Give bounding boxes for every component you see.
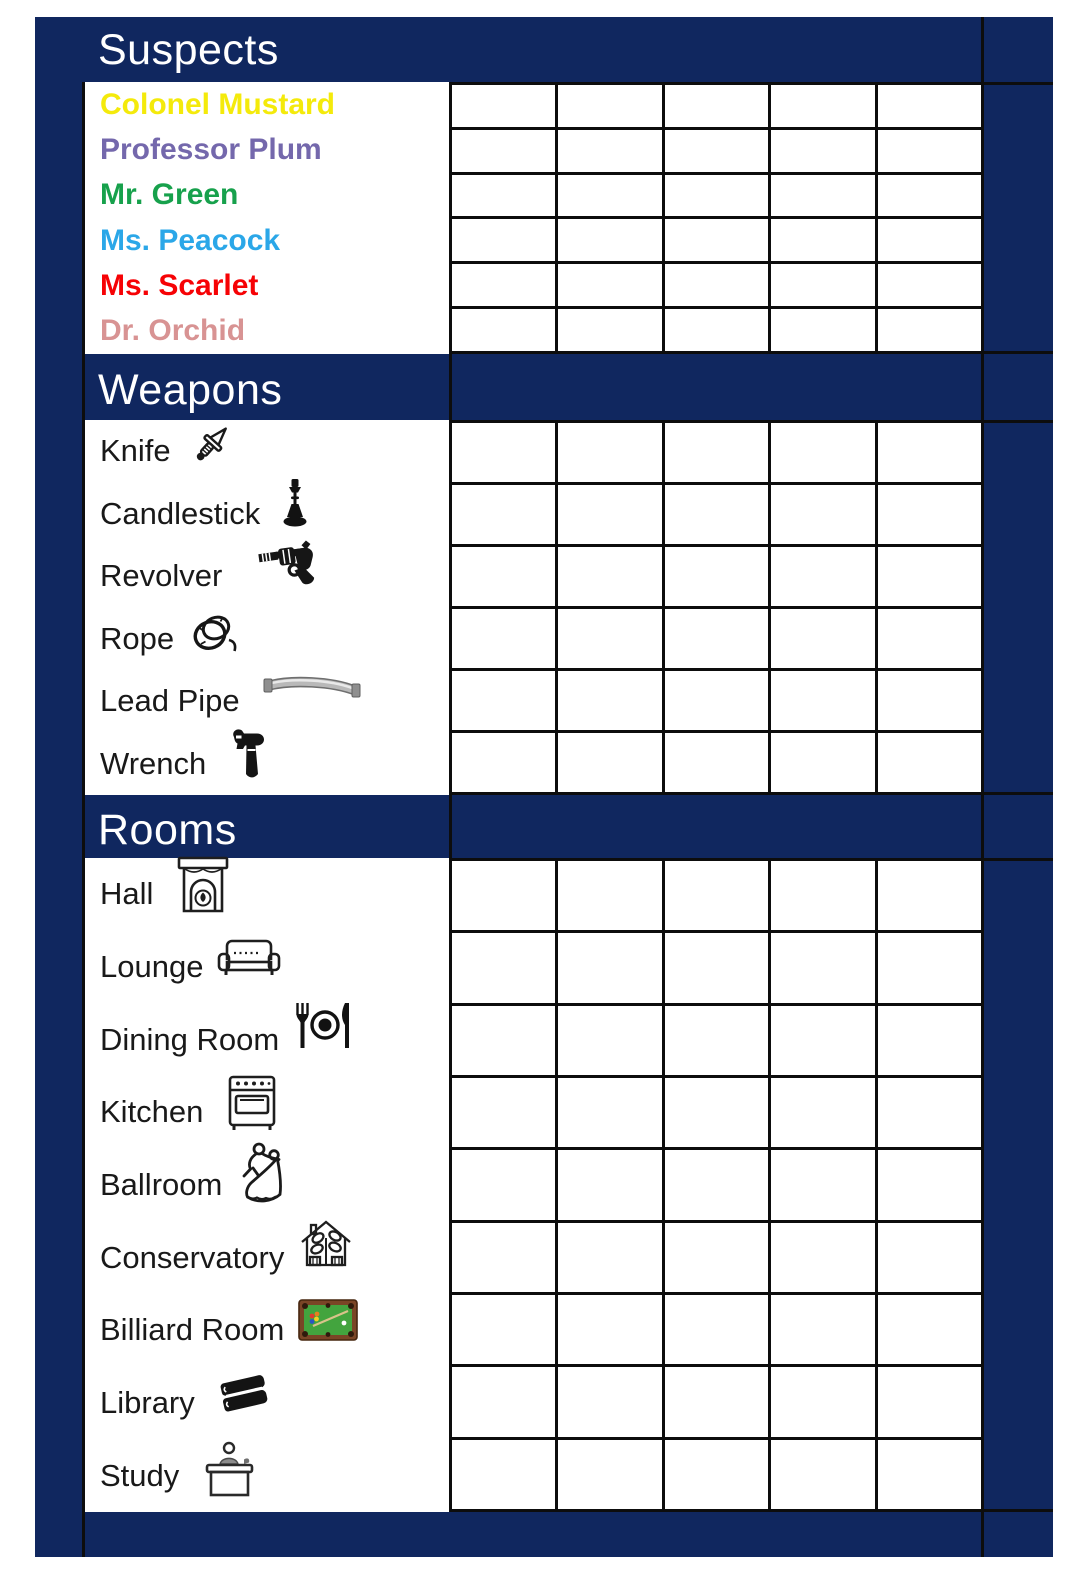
grid-cell-weapons-r1-c3[interactable] — [665, 423, 768, 482]
grid-cell-weapons-r1-c2[interactable] — [558, 423, 661, 482]
grid-cell-suspects-r5-c5[interactable] — [878, 264, 981, 306]
grid-cell-suspects-r2-c1[interactable] — [452, 130, 555, 172]
suspects-labels — [85, 82, 449, 354]
weapons-grid — [449, 420, 984, 795]
grid-cell-rooms-r5-c2[interactable] — [558, 1150, 661, 1219]
weapons-block — [85, 420, 984, 795]
grid-cell-suspects-r1-c2[interactable] — [558, 85, 661, 127]
grid-cell-weapons-r6-c2[interactable] — [558, 733, 661, 792]
grid-cell-weapons-r2-c4[interactable] — [771, 485, 874, 544]
grid-cell-weapons-r4-c1[interactable] — [452, 609, 555, 668]
books-icon — [217, 1367, 271, 1419]
grid-cell-suspects-r2-c2[interactable] — [558, 130, 661, 172]
suspect-row-professor-plum — [85, 127, 449, 172]
grid-cell-rooms-r5-c4[interactable] — [771, 1150, 874, 1219]
grid-cell-rooms-r9-c4[interactable] — [771, 1440, 874, 1509]
grid-cell-weapons-r3-c2[interactable] — [558, 547, 661, 606]
room-label: Conservatory — [100, 1239, 285, 1275]
rooms-section-title: Rooms — [98, 806, 237, 854]
grid-cell-rooms-r3-c3[interactable] — [665, 1006, 768, 1075]
grid-cell-rooms-r3-c4[interactable] — [771, 1006, 874, 1075]
weapon-label: Knife — [100, 433, 171, 469]
room-label: Kitchen — [100, 1094, 204, 1130]
grid-cell-weapons-r4-c2[interactable] — [558, 609, 661, 668]
rule-weapons-bottom — [984, 792, 1053, 795]
grid-cell-weapons-r6-c3[interactable] — [665, 733, 768, 792]
grid-cell-rooms-r2-c1[interactable] — [452, 933, 555, 1002]
grid-cell-rooms-r2-c3[interactable] — [665, 933, 768, 1002]
grid-cell-rooms-r1-c5[interactable] — [878, 861, 981, 930]
grid-cell-suspects-r3-c4[interactable] — [771, 175, 874, 217]
grid-cell-rooms-r6-c5[interactable] — [878, 1223, 981, 1292]
cutlery-icon — [293, 1001, 353, 1051]
pipe-wrench-icon — [228, 728, 264, 780]
grid-cell-weapons-r2-c2[interactable] — [558, 485, 661, 544]
grid-cell-suspects-r2-c4[interactable] — [771, 130, 874, 172]
grid-cell-weapons-r2-c5[interactable] — [878, 485, 981, 544]
weapon-label: Rope — [100, 620, 175, 656]
grid-cell-rooms-r4-c2[interactable] — [558, 1078, 661, 1147]
weapon-row-candlestick — [85, 483, 449, 546]
grid-cell-weapons-r5-c3[interactable] — [665, 671, 768, 730]
weapon-label: Candlestick — [100, 495, 261, 531]
grid-cell-weapons-r5-c2[interactable] — [558, 671, 661, 730]
grid-cell-rooms-r3-c2[interactable] — [558, 1006, 661, 1075]
weapon-row-lead-pipe — [85, 670, 449, 733]
grid-cell-rooms-r3-c5[interactable] — [878, 1006, 981, 1075]
suspect-row-colonel-mustard — [85, 82, 449, 127]
grid-cell-rooms-r6-c3[interactable] — [665, 1223, 768, 1292]
grid-cell-suspects-r3-c2[interactable] — [558, 175, 661, 217]
weapon-row-revolver — [85, 545, 449, 608]
grid-cell-suspects-r3-c1[interactable] — [452, 175, 555, 217]
weapon-row-rope — [85, 608, 449, 671]
weapon-label: Wrench — [100, 745, 207, 781]
grid-cell-rooms-r9-c1[interactable] — [452, 1440, 555, 1509]
grid-cell-weapons-r1-c4[interactable] — [771, 423, 874, 482]
greenhouse-icon — [298, 1218, 354, 1270]
suspects-block — [85, 82, 984, 354]
grid-cell-rooms-r3-c1[interactable] — [452, 1006, 555, 1075]
room-label: Library — [100, 1385, 195, 1421]
grid-cell-weapons-r5-c5[interactable] — [878, 671, 981, 730]
grid-cell-rooms-r5-c3[interactable] — [665, 1150, 768, 1219]
grid-cell-rooms-r7-c2[interactable] — [558, 1295, 661, 1364]
rooms-block — [85, 858, 984, 1512]
room-label: Hall — [100, 876, 154, 912]
grid-cell-suspects-r6-c2[interactable] — [558, 309, 661, 351]
grid-cell-rooms-r8-c4[interactable] — [771, 1367, 874, 1436]
suspect-name: Colonel Mustard — [100, 87, 336, 121]
rule-suspects-top — [984, 82, 1053, 85]
grid-cell-rooms-r5-c1[interactable] — [452, 1150, 555, 1219]
weapon-label: Lead Pipe — [100, 683, 240, 719]
suspects-grid — [449, 82, 984, 354]
room-row-conservatory — [85, 1221, 449, 1294]
billiard-table-icon — [298, 1299, 358, 1341]
rule-weapons-top — [984, 420, 1053, 423]
grid-cell-weapons-r1-c5[interactable] — [878, 423, 981, 482]
candlestick-icon — [282, 478, 308, 530]
grid-cell-weapons-r6-c4[interactable] — [771, 733, 874, 792]
grid-cell-rooms-r4-c5[interactable] — [878, 1078, 981, 1147]
grid-cell-weapons-r3-c3[interactable] — [665, 547, 768, 606]
grid-cell-rooms-r7-c1[interactable] — [452, 1295, 555, 1364]
suspect-row-mr-green — [85, 173, 449, 218]
grid-cell-weapons-r5-c1[interactable] — [452, 671, 555, 730]
grid-cell-suspects-r1-c4[interactable] — [771, 85, 874, 127]
grid-cell-suspects-r5-c2[interactable] — [558, 264, 661, 306]
grid-cell-suspects-r2-c5[interactable] — [878, 130, 981, 172]
room-label: Ballroom — [100, 1167, 223, 1203]
weapons-labels — [85, 420, 449, 795]
grid-cell-rooms-r2-c5[interactable] — [878, 933, 981, 1002]
desk-icon — [201, 1440, 257, 1500]
grid-cell-suspects-r4-c1[interactable] — [452, 219, 555, 261]
grid-cell-suspects-r1-c1[interactable] — [452, 85, 555, 127]
room-row-dining-room — [85, 1003, 449, 1076]
grid-cell-rooms-r9-c3[interactable] — [665, 1440, 768, 1509]
fireplace-icon — [175, 854, 231, 914]
grid-cell-rooms-r6-c1[interactable] — [452, 1223, 555, 1292]
grid-cell-rooms-r4-c3[interactable] — [665, 1078, 768, 1147]
room-row-kitchen — [85, 1076, 449, 1149]
dagger-icon — [185, 421, 237, 469]
grid-cell-rooms-r8-c5[interactable] — [878, 1367, 981, 1436]
rule-rooms-bottom — [984, 1509, 1053, 1512]
grid-cell-weapons-r4-c5[interactable] — [878, 609, 981, 668]
grid-cell-rooms-r1-c2[interactable] — [558, 861, 661, 930]
suspects-section-title: Suspects — [98, 26, 279, 74]
room-row-hall — [85, 858, 449, 931]
weapon-row-wrench — [85, 733, 449, 796]
grid-cell-rooms-r1-c3[interactable] — [665, 861, 768, 930]
room-row-lounge — [85, 931, 449, 1004]
grid-cell-rooms-r5-c5[interactable] — [878, 1150, 981, 1219]
grid-cell-suspects-r6-c4[interactable] — [771, 309, 874, 351]
room-row-library — [85, 1367, 449, 1440]
grid-cell-suspects-r5-c4[interactable] — [771, 264, 874, 306]
grid-cell-rooms-r6-c2[interactable] — [558, 1223, 661, 1292]
rooms-labels — [85, 858, 449, 1512]
grid-cell-rooms-r8-c1[interactable] — [452, 1367, 555, 1436]
grid-cell-suspects-r2-c3[interactable] — [665, 130, 768, 172]
grid-cell-suspects-r4-c5[interactable] — [878, 219, 981, 261]
weapons-section-title: Weapons — [98, 366, 283, 414]
grid-cell-suspects-r5-c3[interactable] — [665, 264, 768, 306]
sofa-icon — [217, 934, 281, 980]
grid-cell-rooms-r8-c3[interactable] — [665, 1367, 768, 1436]
room-label: Billiard Room — [100, 1312, 285, 1348]
grid-cell-suspects-r3-c5[interactable] — [878, 175, 981, 217]
grid-cell-weapons-r2-c1[interactable] — [452, 485, 555, 544]
suspect-name: Professor Plum — [100, 132, 322, 166]
room-row-study — [85, 1439, 449, 1512]
grid-cell-suspects-r1-c3[interactable] — [665, 85, 768, 127]
grid-cell-rooms-r1-c1[interactable] — [452, 861, 555, 930]
grid-cell-weapons-r4-c3[interactable] — [665, 609, 768, 668]
grid-cell-suspects-r4-c4[interactable] — [771, 219, 874, 261]
room-label: Dining Room — [100, 1021, 280, 1057]
grid-cell-rooms-r7-c4[interactable] — [771, 1295, 874, 1364]
grid-cell-rooms-r9-c5[interactable] — [878, 1440, 981, 1509]
grid-cell-rooms-r6-c4[interactable] — [771, 1223, 874, 1292]
grid-cell-suspects-r5-c1[interactable] — [452, 264, 555, 306]
room-label: Study — [100, 1457, 180, 1493]
room-row-ballroom — [85, 1149, 449, 1222]
grid-cell-rooms-r7-c5[interactable] — [878, 1295, 981, 1364]
rule-rooms-top — [984, 858, 1053, 861]
grid-cell-rooms-r8-c2[interactable] — [558, 1367, 661, 1436]
rule-suspects-bottom — [984, 351, 1053, 354]
suspect-row-dr-orchid — [85, 309, 449, 354]
stove-icon — [225, 1071, 279, 1133]
revolver-icon — [258, 540, 322, 592]
suspect-row-ms-scarlet — [85, 263, 449, 308]
grid-cell-suspects-r3-c3[interactable] — [665, 175, 768, 217]
clue-detective-sheet — [35, 17, 1053, 1557]
grid-cell-weapons-r3-c5[interactable] — [878, 547, 981, 606]
grid-cell-suspects-r4-c3[interactable] — [665, 219, 768, 261]
room-label: Lounge — [100, 949, 204, 984]
dancers-icon — [236, 1141, 294, 1209]
suspect-name: Mr. Green — [100, 178, 239, 212]
suspect-name: Dr. Orchid — [100, 314, 246, 348]
grid-cell-weapons-r6-c1[interactable] — [452, 733, 555, 792]
grid-cell-rooms-r2-c2[interactable] — [558, 933, 661, 1002]
grid-cell-weapons-r6-c5[interactable] — [878, 733, 981, 792]
suspect-row-ms-peacock — [85, 218, 449, 263]
grid-cell-weapons-r3-c1[interactable] — [452, 547, 555, 606]
rooms-grid — [449, 858, 984, 1512]
weapon-label: Revolver — [100, 558, 223, 594]
grid-cell-rooms-r7-c3[interactable] — [665, 1295, 768, 1364]
grid-cell-weapons-r4-c4[interactable] — [771, 609, 874, 668]
weapon-row-knife — [85, 420, 449, 483]
grid-cell-rooms-r4-c1[interactable] — [452, 1078, 555, 1147]
grid-cell-weapons-r1-c1[interactable] — [452, 423, 555, 482]
suspect-name: Ms. Peacock — [100, 223, 281, 257]
grid-cell-suspects-r6-c1[interactable] — [452, 309, 555, 351]
room-row-billiard-room — [85, 1294, 449, 1367]
suspect-name: Ms. Scarlet — [100, 268, 259, 302]
rope-icon — [188, 607, 240, 659]
grid-cell-rooms-r4-c4[interactable] — [771, 1078, 874, 1147]
grid-cell-weapons-r3-c4[interactable] — [771, 547, 874, 606]
grid-cell-rooms-r9-c2[interactable] — [558, 1440, 661, 1509]
grid-cell-suspects-r4-c2[interactable] — [558, 219, 661, 261]
grid-cell-suspects-r6-c3[interactable] — [665, 309, 768, 351]
grid-cell-suspects-r1-c5[interactable] — [878, 85, 981, 127]
grid-cell-suspects-r6-c5[interactable] — [878, 309, 981, 351]
grid-cell-rooms-r1-c4[interactable] — [771, 861, 874, 930]
lead-pipe-icon — [262, 672, 362, 702]
grid-cell-weapons-r5-c4[interactable] — [771, 671, 874, 730]
grid-cell-rooms-r2-c4[interactable] — [771, 933, 874, 1002]
grid-cell-weapons-r2-c3[interactable] — [665, 485, 768, 544]
